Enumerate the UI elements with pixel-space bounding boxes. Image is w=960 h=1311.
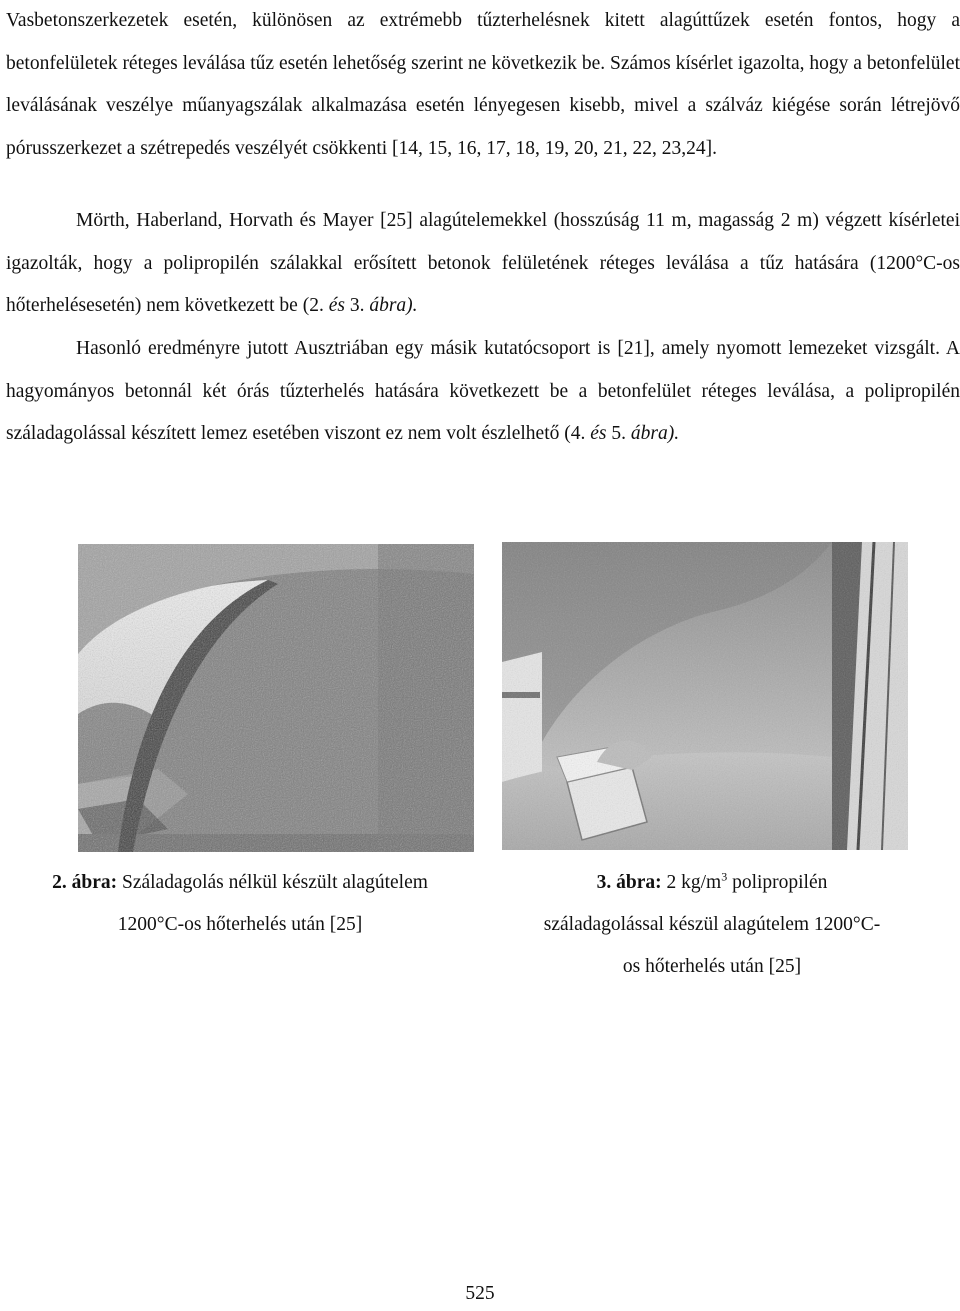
figure-3-image (502, 542, 908, 850)
figure-3-caption-post: polipropilén (727, 872, 828, 893)
paragraph-2-ref-and: és (328, 295, 345, 316)
figure-2-caption-line2: 1200°C-os hőterhelés után [25] (117, 914, 363, 935)
paragraph-2-text: Mörth, Haberland, Horvath és Mayer [25] alagútelemekkel (hosszúság 11 m, magasság 2 m) végzett kísérletei igazolták, hogy a polipropilén szálakkal erősített betonok felületének réteges leválása a tűz hatására (1200°C-os hőterhelésesetén) nem következett be (2. (6, 210, 960, 316)
figure-3-caption-line2: száladagolással készül alagútelem 1200°C- (543, 914, 881, 935)
paragraph-3-ref-num: 5. (606, 423, 631, 444)
figure-3-caption-sup: 3 (721, 869, 728, 884)
paragraph-3 (6, 328, 960, 456)
paragraph-3-text: Hasonló eredményre jutott Ausztriában egy másik kutatócsoport is [21], amely nyomott lemezeket vizsgált. A hagyományos betonnál két órás tűzterhelés hatására következett be a betonfelület réteges leválása, a polipropilén száladagolással készített lemez esetében viszont ez nem volt észlelhető (4. (6, 338, 960, 444)
paragraph-1-text: Vasbetonszerkezetek esetén, különösen az extrémebb tűzterhelésnek kitett alagúttűzek esetén fontos, hogy a betonfelületek réteges leválása tűz esetén lehetőség szerint ne következik be. Számos kísérlet igazolta, hogy a betonfelület leválásának veszélye műanyagszálak alkalmazása esetén lényegesen kisebb, mivel a szálváz kiégése során létrejövő pórusszerkezet a szétrepedés veszélyét csökkenti [14, 15, 16, 17, 18, 19, 20, 21, 22, 23,24]. (6, 10, 960, 159)
figure-2-caption (0, 862, 480, 946)
paragraph-2 (6, 200, 960, 328)
paragraph-2-ref-figure: ábra). (369, 295, 418, 316)
page-number: 525 (465, 1283, 495, 1304)
figure-2-image (78, 544, 474, 852)
figure-3-caption (482, 862, 942, 988)
paragraph-3-ref-figure: ábra). (630, 423, 680, 444)
paragraph-3-ref-and: és (590, 423, 607, 444)
figure-2-photo (78, 544, 474, 852)
paragraph-2-ref-num: 3. (344, 295, 370, 316)
figure-3-label: 3. ábra: (596, 872, 662, 893)
figure-2-caption-line1: Száladagolás nélkül készült alagútelem (117, 872, 428, 893)
figure-3-photo (502, 542, 908, 850)
paragraph-1 (6, 0, 960, 170)
figure-3-caption-line3: os hőterhelés után [25] (622, 956, 802, 977)
figure-3-caption-pre: 2 kg/m (661, 872, 722, 893)
figure-2-label: 2. ábra: (52, 872, 118, 893)
